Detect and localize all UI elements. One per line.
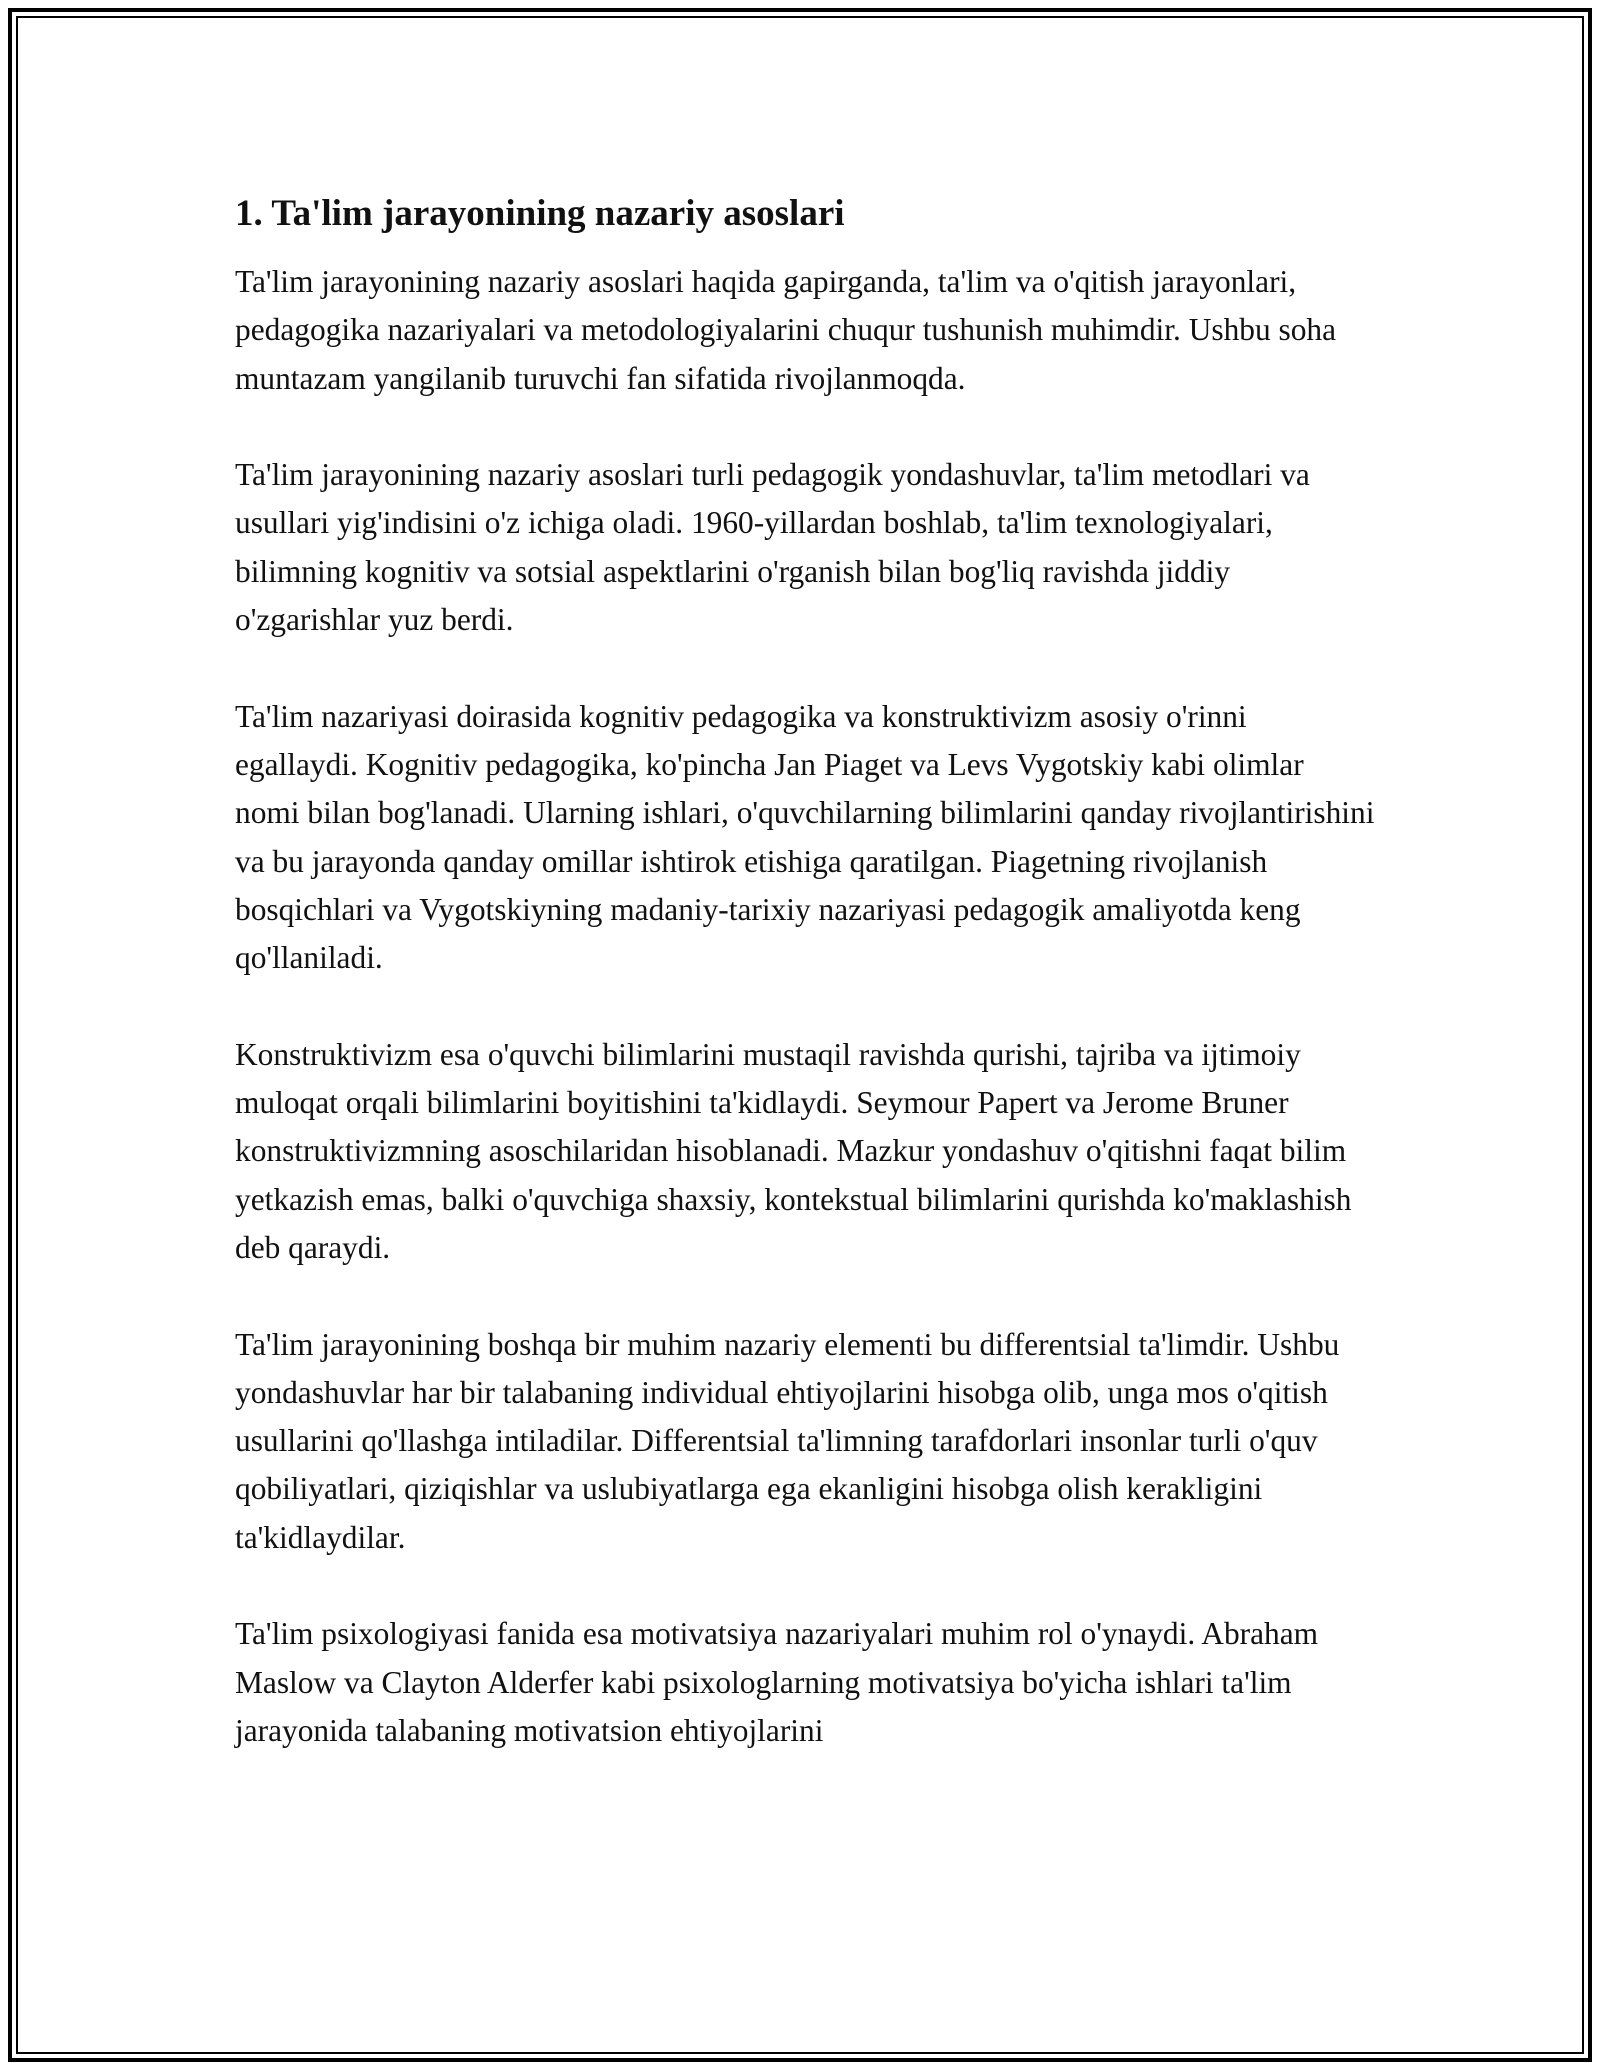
paragraph-1: Ta'lim jarayonining nazariy asoslari haqida gapirganda, ta'lim va o'qitish jarayonlari, pedagogika nazariyalari va metodologiyalarini chuqur tushunish muhimdir. Ushbu soha muntazam yangilanib turuvchi fan sifatida rivojlanmoqda. [235, 264, 1337, 396]
paragraph-2: Ta'lim jarayonining nazariy asoslari turli pedagogik yondashuvlar, ta'lim metodlari va usullari yig'indisini o'z ichiga oladi. 1960-yillardan boshlab, ta'lim texnologiyalari, bilimning kognitiv va sotsial aspektlarini o'rganish bilan bog'liq ravishda jiddiy o'zgarishlar yuz berdi. [235, 457, 1310, 638]
section-heading: 1. Ta'lim jarayonining nazariy asoslari [235, 193, 845, 234]
document-body [235, 190, 1375, 1755]
paragraph-4: Konstruktivizm esa o'quvchi bilimlarini mustaqil ravishda qurishi, tajriba va ijtimoiy muloqat orqali bilimlarini boyitishini ta'kidlaydi. Seymour Papert va Jerome Bruner konstruktivizmning asoschilaridan hisoblanadi. Mazkur yondashuv o'qitishni faqat bilim yetkazish emas, balki o'quvchiga shaxsiy, kontekstual bilimlarini qurishda ko'maklashish deb qaraydi. [235, 1036, 1352, 1265]
paragraph-6: Ta'lim psixologiyasi fanida esa motivatsiya nazariyalari muhim rol o'ynaydi. Abraham Maslow va Clayton Alderfer kabi psixologlarning motivatsiya bo'yicha ishlari ta'lim jarayonida talabaning motivatsion ehtiyojlarini [235, 1616, 1319, 1748]
paragraph-3: Ta'lim nazariyasi doirasida kognitiv pedagogika va konstruktivizm asosiy o'rinni egallaydi. Kognitiv pedagogika, ko'pincha Jan Piaget va Levs Vygotskiy kabi olimlar nomi bilan bog'lanadi. Ularning ishlari, o'quvchilarning bilimlarini qanday rivojlantirishini va bu jarayonda qanday omillar ishtirok etishiga qaratilgan. Piagetning rivojlanish bosqichlari va Vygotskiyning madaniy-tarixiy nazariyasi pedagogik amaliyotda keng qo'llaniladi. [235, 698, 1375, 976]
paragraph-5: Ta'lim jarayonining boshqa bir muhim nazariy elementi bu differentsial ta'limdir. Ushbu yondashuvlar har bir talabaning individual ehtiyojlarini hisobga olib, unga mos o'qitish usullarini qo'llashga intiladilar. Differentsial ta'limning tarafdorlari insonlar turli o'quv qobiliyatlari, qiziqishlar va uslubiyatlarga ega ekanligini hisobga olish kerakligini ta'kidlaydilar. [235, 1326, 1340, 1555]
